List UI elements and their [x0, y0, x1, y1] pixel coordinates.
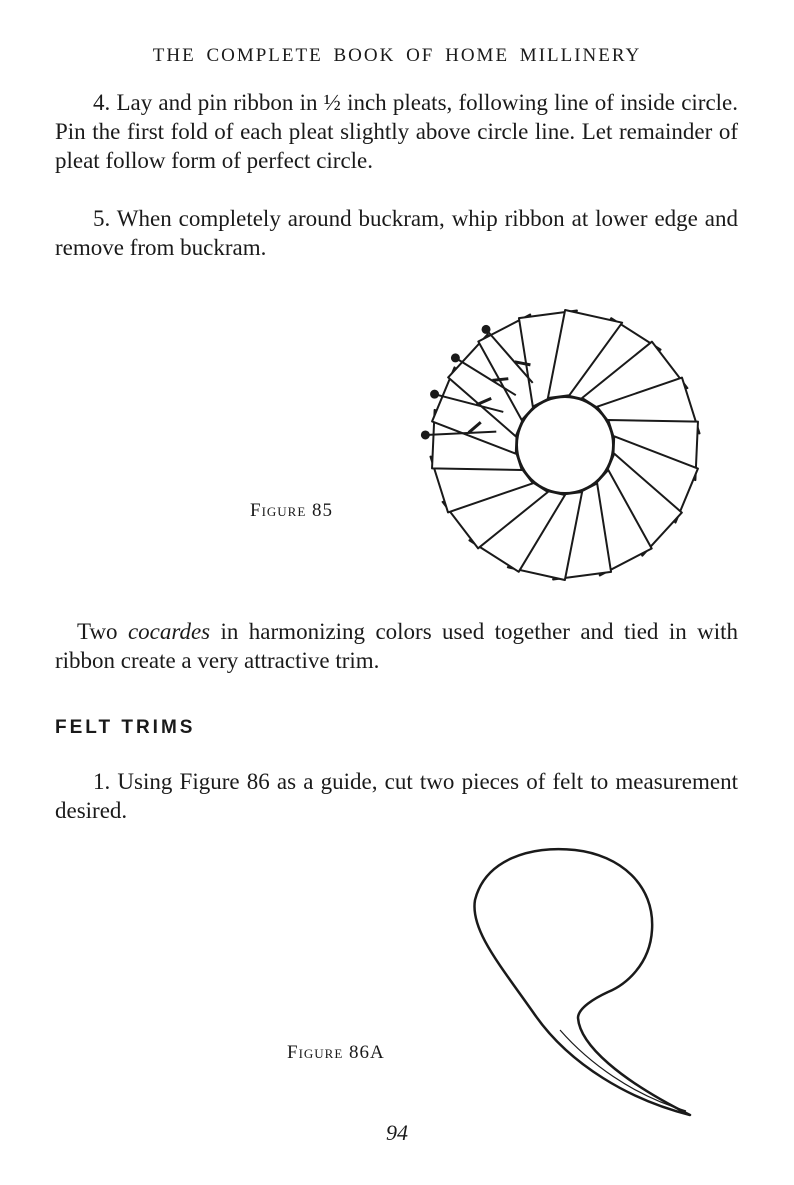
- felt-step-1-paragraph: [55, 767, 738, 825]
- pin-head: [452, 354, 459, 361]
- pin-head: [422, 431, 429, 438]
- step-number: 1.: [93, 769, 111, 794]
- step-number: 5.: [93, 206, 111, 231]
- figure-86a-caption: Figure 86A: [287, 1042, 385, 1063]
- note-text: in harmonizing colors used together and tied in with ribbon create a very attractive trim.: [55, 619, 738, 673]
- step-text: When completely around buckram, whip ribbon at lower edge and remove from buckram.: [55, 206, 739, 260]
- note-text: Two: [77, 619, 128, 644]
- running-title: THE COMPLETE BOOK OF HOME MILLINERY: [152, 45, 642, 66]
- step-text: inch pleats, following line of inside circle. Pin the first fold of each pleat slightly above circle line. Let remainder of pleat follow form of perfect circle.: [55, 90, 739, 173]
- step-text: Using Figure 86 as a guide, cut two pieces of felt to measurement desired.: [55, 769, 739, 823]
- pin-head: [431, 391, 438, 398]
- figure-85-caption: Figure 85: [250, 500, 334, 521]
- page-number: 94: [386, 1120, 408, 1145]
- step-number: 4.: [93, 90, 111, 115]
- felt-comma-shape-illustration: [460, 840, 710, 1125]
- section-heading: FELT TRIMS: [55, 717, 196, 738]
- cocarde-note-paragraph: [55, 617, 738, 675]
- cocarde-pleat-illustration: [410, 300, 710, 590]
- pin-shaft-visible: [492, 379, 508, 381]
- step-5-paragraph: [55, 204, 738, 262]
- pin-head: [483, 326, 490, 333]
- step-text: Lay and pin ribbon in: [116, 90, 324, 115]
- note-emphasis: cocardes: [127, 619, 211, 644]
- fraction: ½: [323, 90, 341, 115]
- step-4-paragraph: [55, 88, 738, 175]
